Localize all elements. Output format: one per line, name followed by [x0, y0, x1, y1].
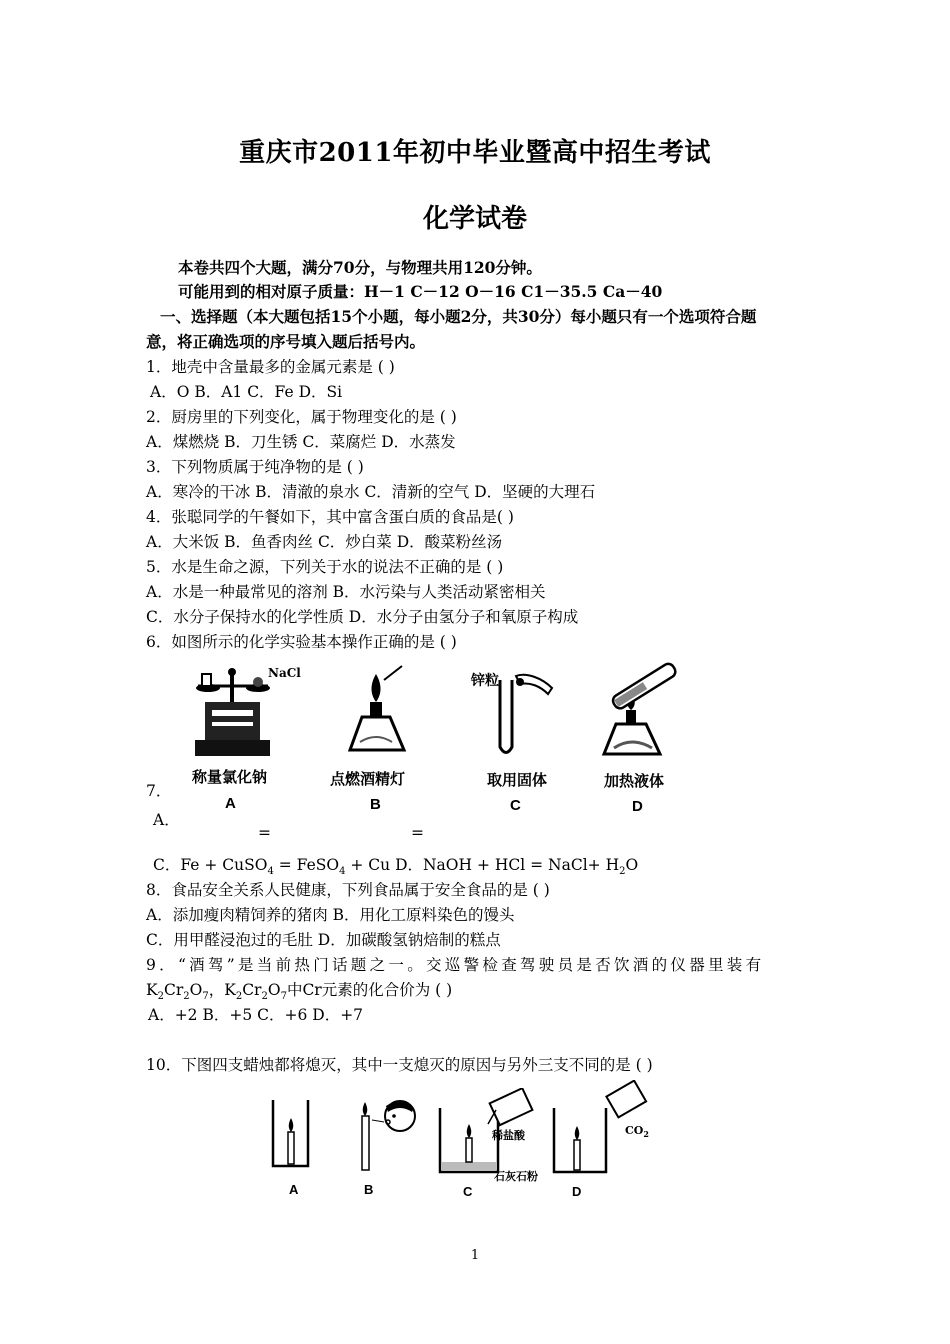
- figure6-letter-a: A: [225, 795, 236, 812]
- question-9-cont: $K_2Cr_2O_7$，$K_2Cr_2O_7$中Cr元素的化合价为 ( ): [146, 981, 453, 1003]
- question-10: 10．下图四支蜡烛都将熄灭，其中一支熄灭的原因与另外三支不同的是 ( ): [146, 1056, 653, 1074]
- exam-title: 重庆市2011年初中毕业暨高中招生考试: [239, 138, 711, 168]
- figure6-label-b: 点燃酒精灯: [330, 770, 406, 788]
- question-8-options-ab: A．添加瘦肉精饲养的猪肉 B．用化工原料染色的馒头: [146, 906, 515, 924]
- intro-line-1: 本卷共四个大题，满分70分，与物理共用120分钟。: [178, 258, 542, 277]
- question-9: 9．“酒驾”是当前热门话题之一。交巡警检查驾驶员是否饮酒的仪器里装有: [146, 956, 765, 974]
- question-1: 1．地壳中含量最多的金属元素是 ( ): [146, 358, 395, 376]
- question-7-options-cd: C．Fe + CuSO$_4$ = FeSO$_4$ + Cu D．NaOH + HCl = NaCl+ $H_2O$: [153, 856, 639, 878]
- question-8: 8．食品安全关系人民健康，下列食品属于安全食品的是 ( ): [146, 881, 550, 899]
- intro-line-2: 可能用到的相对原子质量：H－1 C－12 O－16 C1－35.5 Ca－40: [178, 282, 663, 301]
- question-5: 5．水是生命之源，下列关于水的说法不正确的是 ( ): [146, 558, 504, 576]
- alcohol-lamp-figure: [340, 662, 415, 762]
- section1-heading: 一、选择题（本大题包括15个小题，每小题2分，共30分）每小题只有一个选项符合题: [160, 307, 757, 326]
- figure6-label-d: 加热液体: [604, 772, 665, 790]
- question-8-options-cd: C．用甲醛浸泡过的毛肚 D．加碳酸氢钠焙制的糕点: [146, 931, 501, 949]
- question-2: 2．厨房里的下列变化，属于物理变化的是 ( ): [146, 408, 457, 426]
- limestone-label: 石灰石粉: [494, 1170, 538, 1183]
- question-3: 3．下列物质属于纯净物的是 ( ): [146, 458, 364, 476]
- figure10-letter-c: C: [463, 1184, 473, 1199]
- question-3-options: A．寒冷的干冰 B．清澈的泉水 C．清新的空气 D．坚硬的大理石: [146, 483, 596, 501]
- question-4-options: A．大米饭 B．鱼香肉丝 C．炒白菜 D．酸菜粉丝汤: [146, 533, 503, 551]
- candle-jar-figure-a: [270, 1098, 312, 1170]
- figure10-letter-b: B: [364, 1182, 374, 1197]
- figure10-letter-a: A: [289, 1182, 299, 1197]
- figure6-letter-d: D: [632, 798, 643, 815]
- test-tube-zinc-figure: [490, 672, 560, 762]
- figure6-letter-c: C: [510, 797, 521, 814]
- question-6: 6．如图所示的化学实验基本操作正确的是 ( ): [146, 633, 457, 651]
- question-4: 4．张聪同学的午餐如下，其中富含蛋白质的食品是( ): [146, 508, 514, 526]
- balance-figure: [190, 662, 280, 762]
- candle-blow-figure-b: [352, 1092, 422, 1174]
- zinc-label: 锌粒: [471, 673, 499, 689]
- exam-subtitle: 化学试卷: [422, 204, 527, 234]
- question-5-options-ab: A．水是一种最常见的溶剂 B．水污染与人类活动紧密相关: [146, 583, 546, 601]
- question-5-options-cd: C．水分子保持水的化学性质 D．水分子由氢分子和氧原子构成: [146, 608, 579, 626]
- figure10-letter-d: D: [572, 1184, 582, 1199]
- question-9-options: A．+2 B．+5 C．+6 D．+7: [148, 1006, 364, 1024]
- question-7: 7．: [146, 782, 172, 800]
- question-7-equals-2: =: [411, 824, 424, 842]
- question-7-equals-1: =: [258, 824, 271, 842]
- question-2-options: A．煤燃烧 B．刀生锈 C．菜腐烂 D．水蒸发: [146, 433, 456, 451]
- figure6-letter-b: B: [370, 796, 381, 813]
- figure6-label-c: 取用固体: [487, 771, 548, 789]
- section1-heading-cont: 意，将正确选项的序号填入题后括号内。: [146, 332, 426, 351]
- figure6-label-a: 称量氯化钠: [192, 768, 268, 786]
- co2-label: $CO_2$: [625, 1124, 649, 1140]
- question-7-option-a: A．: [153, 811, 180, 829]
- heating-liquid-figure: [598, 658, 688, 762]
- page-number: 1: [470, 1248, 480, 1263]
- nacl-label: NaCl: [268, 666, 301, 680]
- hcl-label: 稀盐酸: [492, 1129, 525, 1142]
- question-1-options: A．O B．A1 C．Fe D．Si: [150, 383, 343, 401]
